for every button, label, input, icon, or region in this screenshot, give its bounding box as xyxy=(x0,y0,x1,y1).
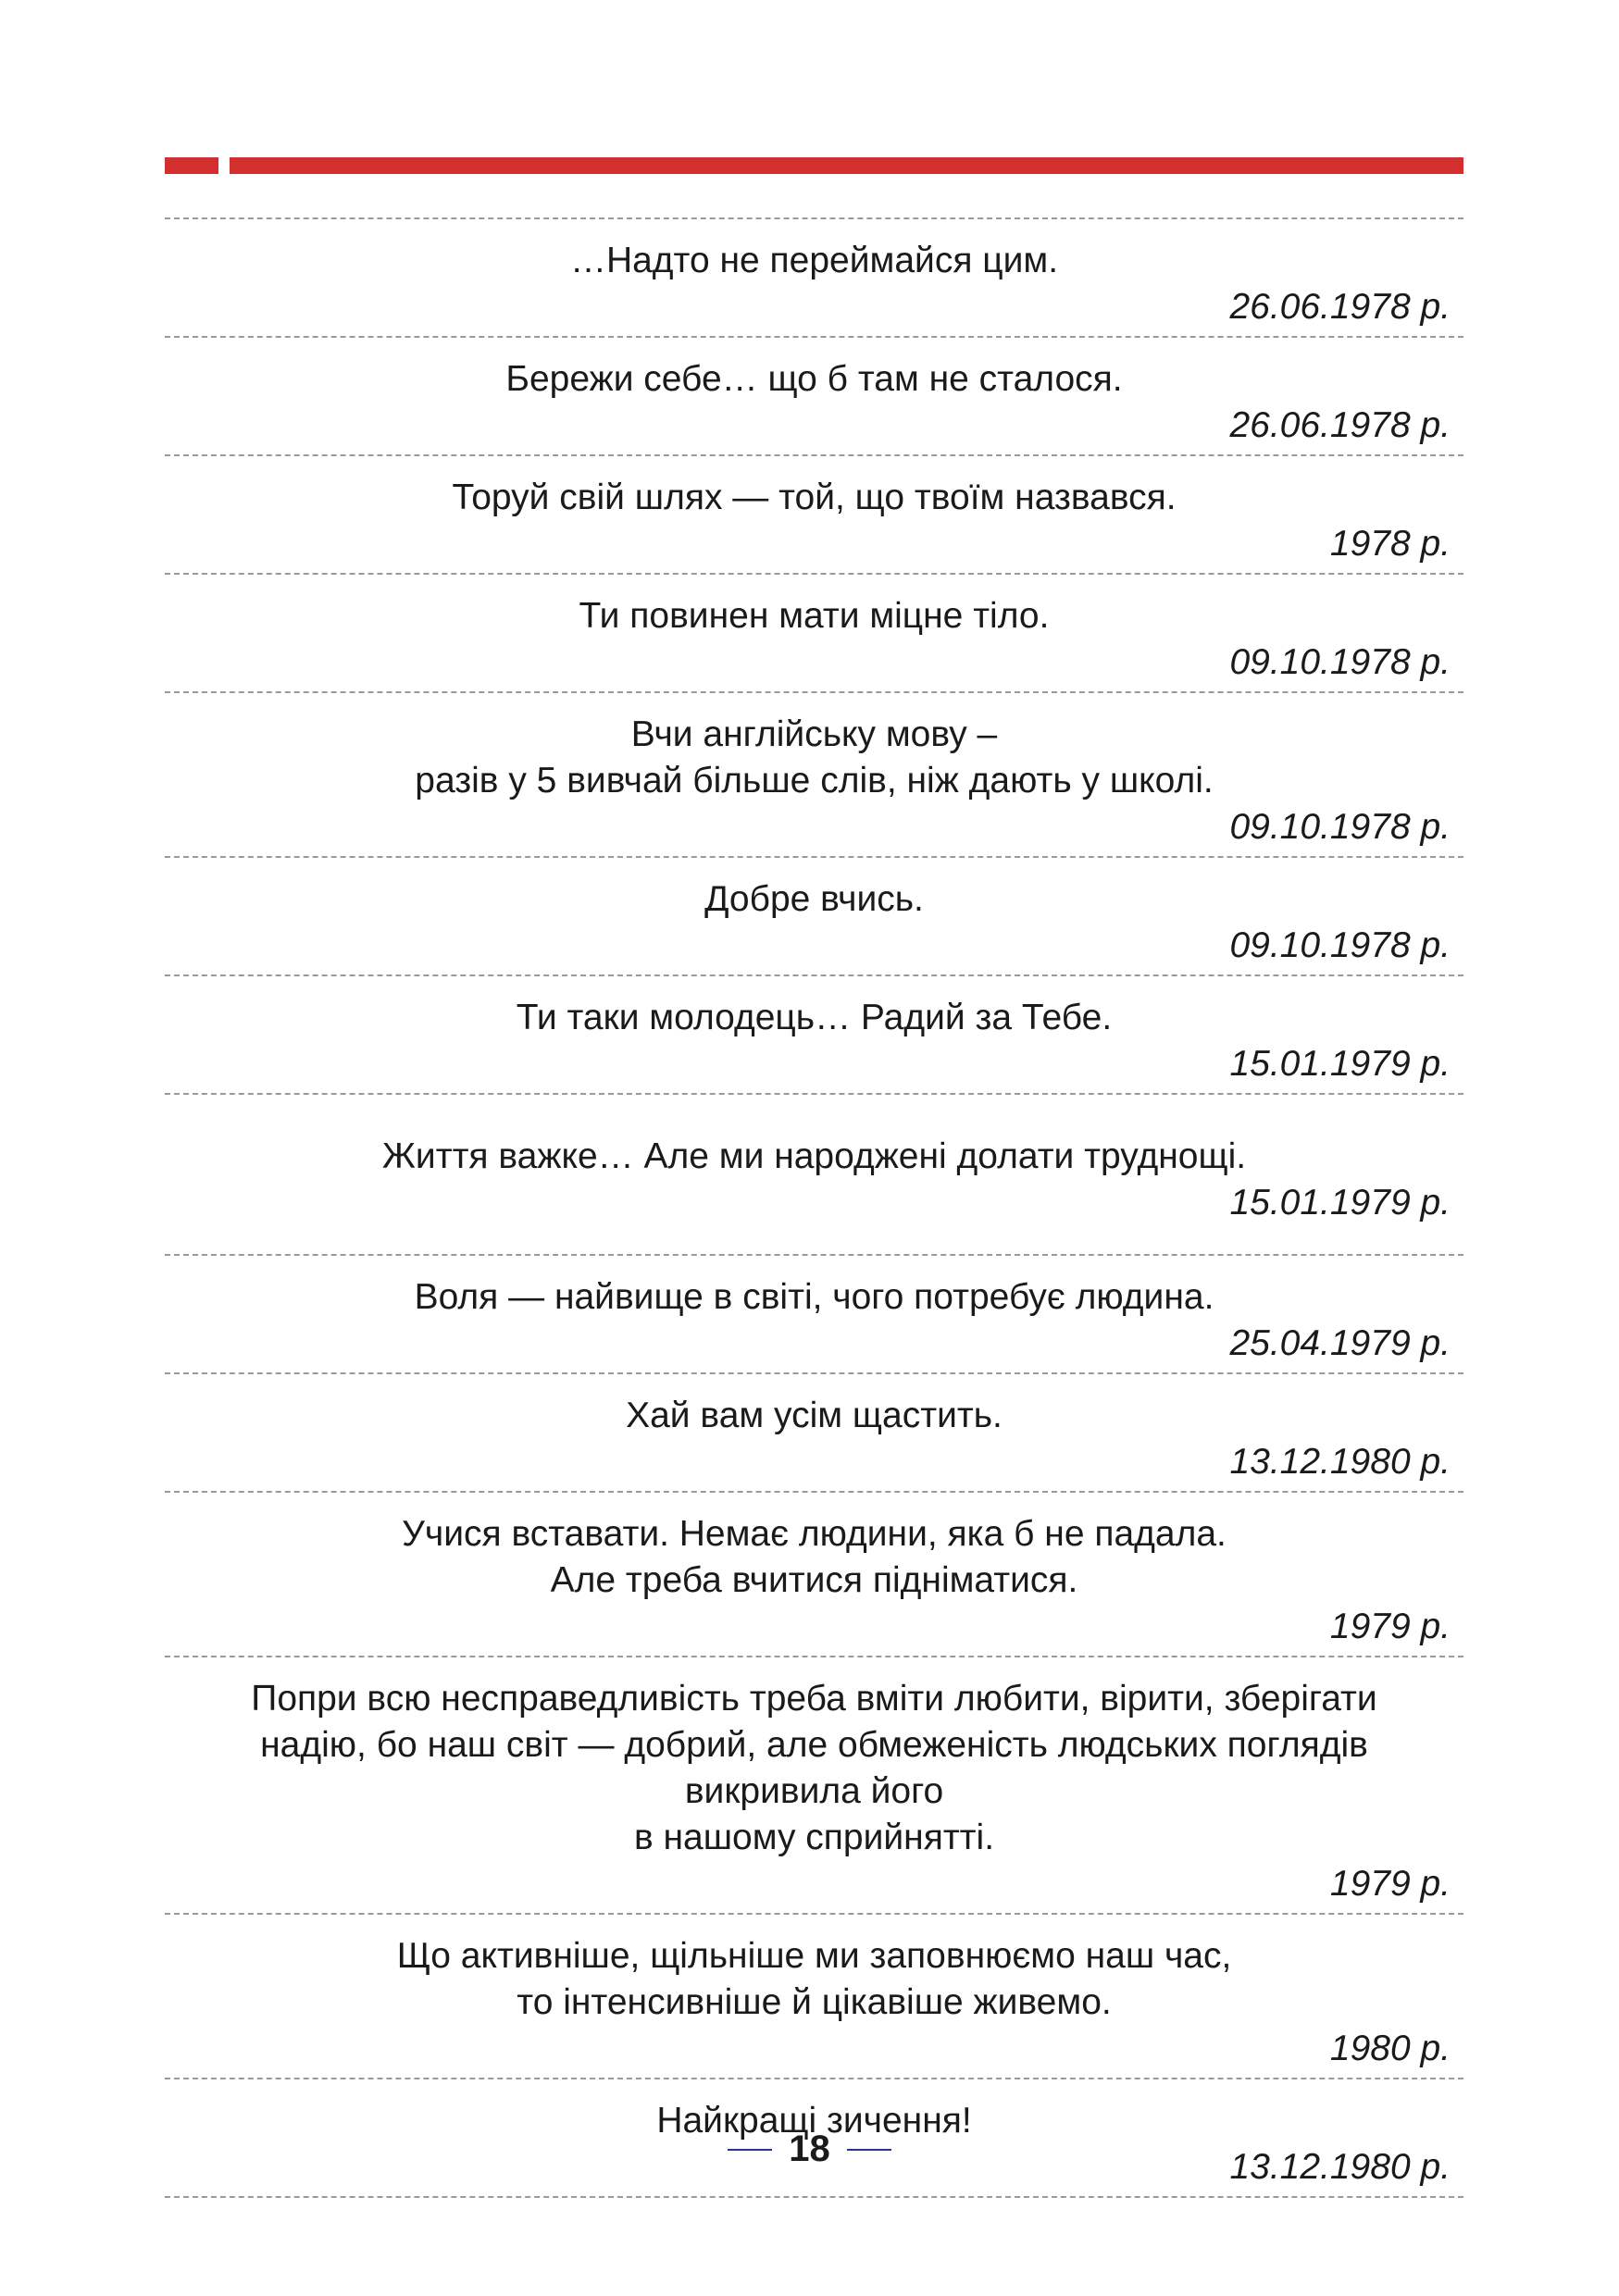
quote-text: …Надто не переймайся цим. xyxy=(569,241,1059,280)
quote-item xyxy=(165,1093,1463,1254)
quote-item xyxy=(165,974,1463,1093)
quote-item xyxy=(165,1254,1463,1372)
quote-item xyxy=(165,1913,1463,2078)
quote-text: Добре вчись. xyxy=(704,879,924,919)
quote-date: 26.06.1978 р. xyxy=(1229,405,1451,445)
quote-date: 1980 р. xyxy=(1329,2029,1451,2068)
quote-date: 13.12.1980 р. xyxy=(1229,2147,1451,2187)
quote-date: 1979 р. xyxy=(1329,1607,1451,1646)
page-number-left-line xyxy=(728,2149,772,2151)
quote-date: 1978 р. xyxy=(1329,524,1451,564)
quote-item xyxy=(165,1491,1463,1656)
quote-text: Торуй свій шлях — той, що твоїм назвався. xyxy=(452,478,1177,517)
quote-item xyxy=(165,573,1463,691)
quote-date: 26.06.1978 р. xyxy=(1229,287,1451,327)
header-accent-bar-long xyxy=(230,157,1463,174)
quote-item xyxy=(165,454,1463,573)
quote-text: Найкращі зичення! xyxy=(656,2101,972,2141)
quote-text: Бережи себе… що б там не сталося. xyxy=(505,359,1123,399)
quote-text: Воля — найвище в світі, чого потребує людина. xyxy=(414,1277,1214,1317)
quote-text: Попри всю несправедливість треба вміти любити, вірити, зберігати надію, бо наш світ — добрий, але обмеженість людських поглядів викривила його в нашому сприйнятті. xyxy=(251,1679,1377,1857)
header-accent-bar-short xyxy=(165,157,218,174)
quote-date: 15.01.1979 р. xyxy=(1229,1044,1451,1084)
quote-item xyxy=(165,691,1463,856)
quote-text: Учися вставати. Немає людини, яка б не падала. Але треба вчитися підніматися. xyxy=(402,1514,1227,1600)
quote-date: 09.10.1978 р. xyxy=(1229,807,1451,847)
quote-text: Хай вам усім щастить. xyxy=(626,1396,1003,1435)
page-number-right-line xyxy=(847,2149,891,2151)
quote-text: Що активніше, щільніше ми заповнюємо наш час, то інтенсивніше й цікавіше живемо. xyxy=(396,1936,1232,2022)
quote-item xyxy=(165,1372,1463,1491)
quote-date: 13.12.1980 р. xyxy=(1229,1442,1451,1482)
quote-item xyxy=(165,336,1463,454)
quote-text: Ти повинен мати міцне тіло. xyxy=(579,596,1050,636)
quote-date: 1979 р. xyxy=(1329,1864,1451,1904)
page-number xyxy=(0,2128,1619,2170)
quotes-list xyxy=(165,217,1463,2198)
quote-text: Ти таки молодець… Радий за Тебе. xyxy=(516,998,1113,1037)
quote-item xyxy=(165,217,1463,336)
page-number-text: 18 xyxy=(789,2128,830,2169)
quote-date: 25.04.1979 р. xyxy=(1229,1323,1451,1363)
quote-text: Життя важке… Але ми народжені долати труднощі. xyxy=(381,1136,1247,1176)
quote-item xyxy=(165,856,1463,974)
quote-date: 09.10.1978 р. xyxy=(1229,925,1451,965)
quote-text: Вчи англійську мову – разів у 5 вивчай більше слів, ніж дають у школі. xyxy=(415,714,1214,800)
quote-date: 15.01.1979 р. xyxy=(1229,1183,1451,1222)
quote-date: 09.10.1978 р. xyxy=(1229,642,1451,682)
quote-item xyxy=(165,1656,1463,1913)
